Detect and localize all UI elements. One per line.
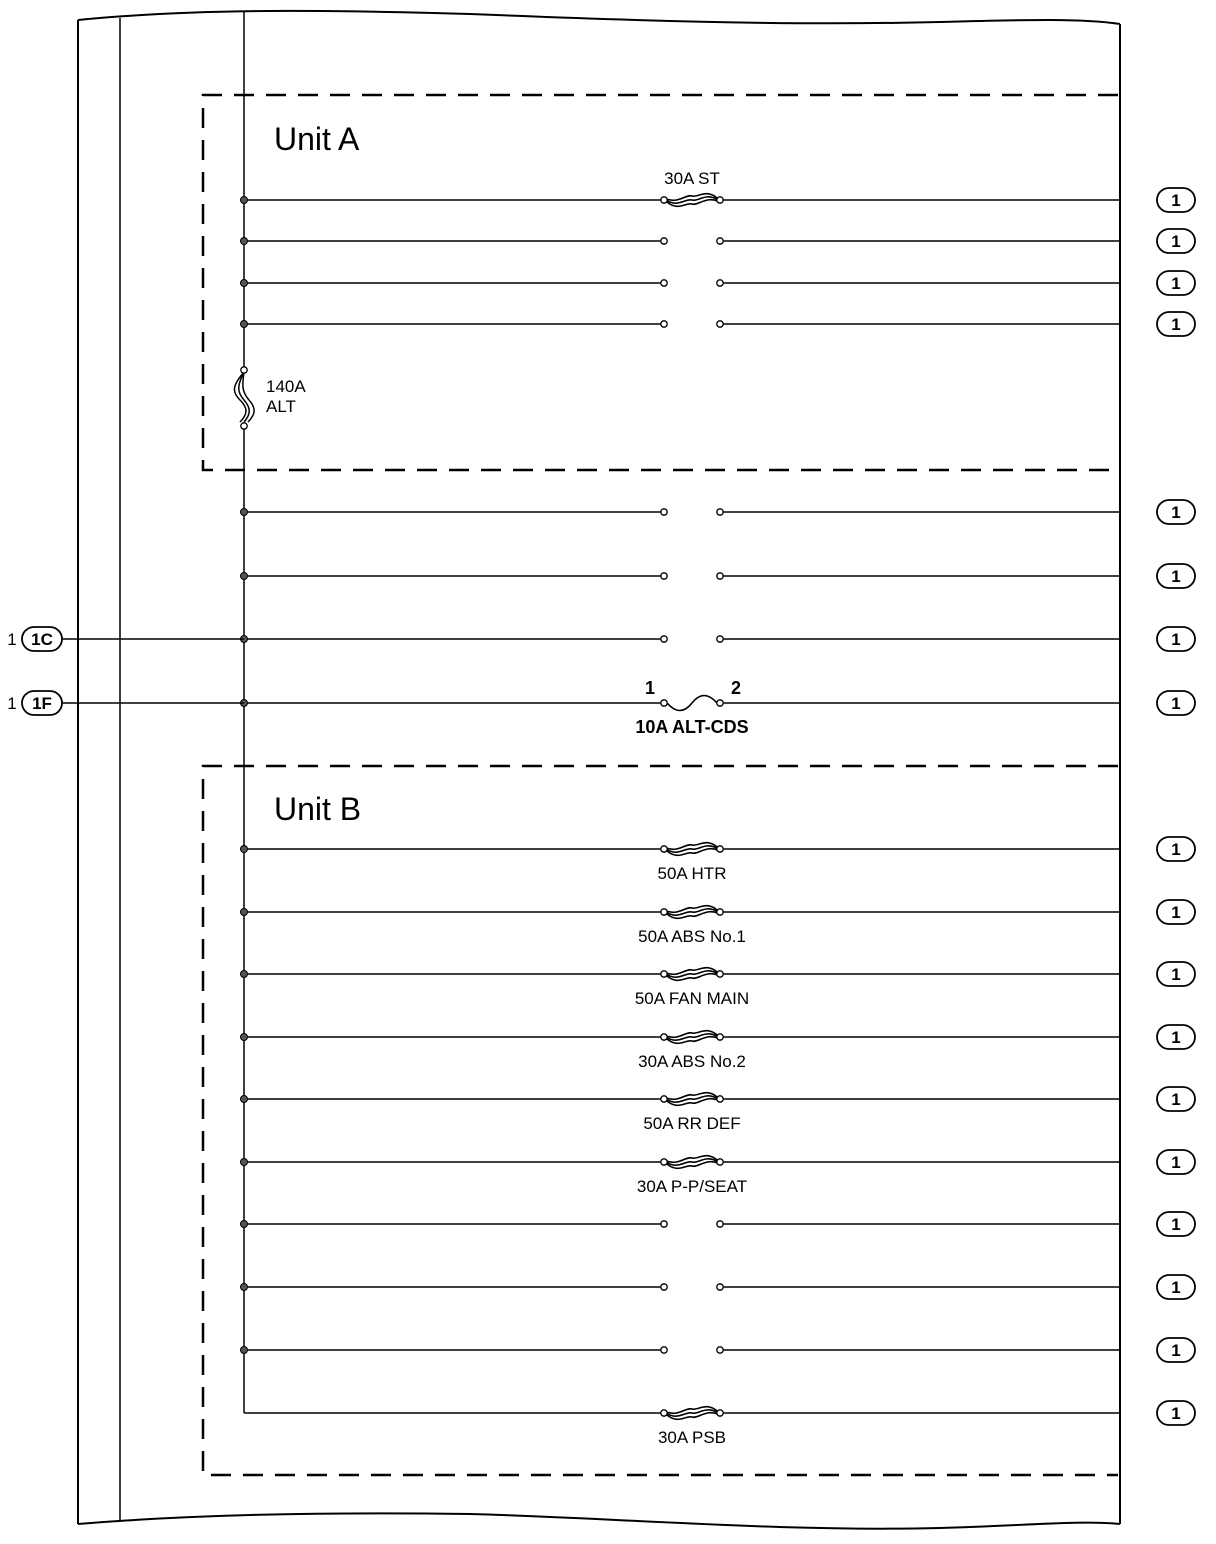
connector-number: 1 xyxy=(1171,694,1181,713)
connector-number: 1 xyxy=(1171,315,1181,334)
connector-badge xyxy=(1157,900,1195,924)
bus-junction-dot xyxy=(241,846,248,853)
fusible-link-symbol xyxy=(666,1031,718,1044)
connector-badge xyxy=(1157,627,1195,651)
fusible-link-symbol xyxy=(666,194,718,207)
bus-junction-dot xyxy=(241,509,248,516)
terminal-left xyxy=(661,1096,667,1102)
terminal-right xyxy=(717,636,723,642)
bus-junction-dot xyxy=(241,238,248,245)
connector-badge xyxy=(1157,1275,1195,1299)
connector-badge xyxy=(1157,1212,1195,1236)
fusible-link-symbol xyxy=(666,1093,718,1106)
circuit-row xyxy=(241,1212,1196,1236)
circuit-row xyxy=(241,1150,1196,1196)
circuit-row xyxy=(7,627,1195,651)
unit-b-title: Unit B xyxy=(274,791,362,827)
connector-badge xyxy=(1157,691,1195,715)
terminal-left xyxy=(661,909,667,915)
circuit-row xyxy=(241,1025,1196,1071)
fuse-label: 30A ST xyxy=(664,169,720,188)
external-connector xyxy=(7,627,62,651)
terminal-left xyxy=(661,1347,667,1353)
bus-junction-dot xyxy=(241,321,248,328)
circuit-row xyxy=(241,500,1196,524)
fuse-label: 30A ABS No.2 xyxy=(638,1052,746,1071)
connector-number: 1 xyxy=(1171,1090,1181,1109)
terminal-right xyxy=(717,1159,723,1165)
terminal-left xyxy=(661,1410,667,1416)
fuse-label: 50A ABS No.1 xyxy=(638,927,746,946)
terminal-left xyxy=(661,846,667,852)
terminal-right xyxy=(717,1034,723,1040)
terminal-right xyxy=(717,846,723,852)
connector-badge xyxy=(1157,564,1195,588)
connector-number: 1 xyxy=(1171,1404,1181,1423)
terminal-right xyxy=(717,1096,723,1102)
connector-number: 1 xyxy=(1171,567,1181,586)
connector-badge xyxy=(1157,1087,1195,1111)
bus-junction-dot xyxy=(241,1221,248,1228)
connector-badge xyxy=(1157,1401,1195,1425)
terminal-right xyxy=(717,971,723,977)
fuse-symbol xyxy=(667,696,717,711)
circuit-row xyxy=(241,271,1196,295)
fuse-label: 50A HTR xyxy=(657,864,727,883)
terminal-left xyxy=(661,573,667,579)
terminal-right xyxy=(717,1347,723,1353)
alt-fusible-link xyxy=(234,367,306,429)
connector-number: 1 xyxy=(1171,1153,1181,1172)
terminal-right xyxy=(717,509,723,515)
connector-number: 1 xyxy=(1171,232,1181,251)
external-code: 1F xyxy=(32,694,52,713)
terminal-left xyxy=(661,509,667,515)
circuit-row xyxy=(244,1401,1195,1447)
bus-junction-dot xyxy=(241,971,248,978)
circuit-row xyxy=(241,1087,1196,1133)
circuit-row xyxy=(241,900,1196,946)
fusible-link-symbol xyxy=(666,1156,718,1169)
connector-number: 1 xyxy=(1171,191,1181,210)
alt-fuse-name: ALT xyxy=(266,397,296,416)
circuit-row xyxy=(241,837,1196,883)
fuse-label: 50A FAN MAIN xyxy=(634,989,750,1008)
bus-junction-dot xyxy=(241,197,248,204)
terminal-right xyxy=(717,909,723,915)
terminal-right xyxy=(717,321,723,327)
connector-badge xyxy=(1157,1338,1195,1362)
connector-badge xyxy=(1157,837,1195,861)
bus-junction-dot xyxy=(241,1347,248,1354)
external-connector xyxy=(7,691,62,715)
terminal-right xyxy=(717,1221,723,1227)
connector-badge xyxy=(1157,1025,1195,1049)
terminal-left xyxy=(661,280,667,286)
circuit-row xyxy=(241,169,1196,212)
fusible-link-symbol xyxy=(666,1407,718,1420)
bus-junction-dot xyxy=(241,1034,248,1041)
fuse-label: 30A P-P/SEAT xyxy=(636,1177,748,1196)
terminal-left xyxy=(661,1159,667,1165)
terminal-left xyxy=(661,1284,667,1290)
fusible-link-symbol xyxy=(666,906,718,919)
terminal-right xyxy=(717,573,723,579)
circuit-row xyxy=(241,564,1196,588)
connector-badge xyxy=(1157,1150,1195,1174)
bus-junction-dot xyxy=(241,280,248,287)
circuit-row xyxy=(241,1338,1196,1362)
sheet-top-edge xyxy=(78,11,1120,24)
circuit-row xyxy=(7,678,1195,737)
circuit-layer xyxy=(7,169,1195,1447)
connector-number: 1 xyxy=(1171,1341,1181,1360)
sheet-bottom-edge xyxy=(78,1513,1120,1528)
connector-badge xyxy=(1157,188,1195,212)
external-code: 1C xyxy=(31,630,53,649)
circuit-row xyxy=(241,312,1196,336)
fusible-link-symbol xyxy=(666,843,718,856)
terminal-right xyxy=(717,238,723,244)
terminal-right xyxy=(717,1410,723,1416)
terminal-left xyxy=(661,1034,667,1040)
external-pin: 1 xyxy=(7,694,17,713)
fuse-pin-right: 2 xyxy=(730,678,742,698)
connector-badge xyxy=(1157,271,1195,295)
bus-junction-dot xyxy=(241,573,248,580)
connector-number: 1 xyxy=(1171,630,1181,649)
terminal-left xyxy=(661,321,667,327)
connector-badge xyxy=(1157,500,1195,524)
connector-number: 1 xyxy=(1171,1215,1181,1234)
terminal-right xyxy=(717,280,723,286)
terminal-left xyxy=(661,238,667,244)
bus-junction-dot xyxy=(241,1096,248,1103)
connector-number: 1 xyxy=(1171,840,1181,859)
fuse-label: 50A RR DEF xyxy=(643,1114,741,1133)
alt-fuse-amp: 140A xyxy=(266,377,306,396)
bus-junction-dot xyxy=(241,909,248,916)
fuse-label: 10A ALT-CDS xyxy=(635,717,749,737)
terminal-right xyxy=(717,197,723,203)
connector-number: 1 xyxy=(1171,1278,1181,1297)
connector-badge xyxy=(1157,312,1195,336)
terminal-left xyxy=(661,971,667,977)
bus-junction-dot xyxy=(241,1159,248,1166)
connector-number: 1 xyxy=(1171,903,1181,922)
external-pin: 1 xyxy=(7,630,17,649)
terminal-left xyxy=(661,700,667,706)
connector-badge xyxy=(1157,962,1195,986)
connector-number: 1 xyxy=(1171,1028,1181,1047)
fusible-link-symbol xyxy=(666,968,718,981)
circuit-row xyxy=(241,962,1196,1008)
sheet-border xyxy=(78,11,1120,1529)
connector-number: 1 xyxy=(1171,965,1181,984)
unit-a-title: Unit A xyxy=(274,121,360,157)
terminal-left xyxy=(661,1221,667,1227)
fuse-pin-left: 1 xyxy=(644,678,656,698)
circuit-row xyxy=(241,229,1196,253)
connector-badge xyxy=(1157,229,1195,253)
fuse-label: 30A PSB xyxy=(657,1428,727,1447)
bus-junction-dot xyxy=(241,1284,248,1291)
connector-number: 1 xyxy=(1171,274,1181,293)
terminal-right xyxy=(717,1284,723,1290)
terminal-left xyxy=(661,636,667,642)
circuit-row xyxy=(241,1275,1196,1299)
terminal-left xyxy=(661,197,667,203)
terminal-right xyxy=(717,700,723,706)
connector-number: 1 xyxy=(1171,503,1181,522)
